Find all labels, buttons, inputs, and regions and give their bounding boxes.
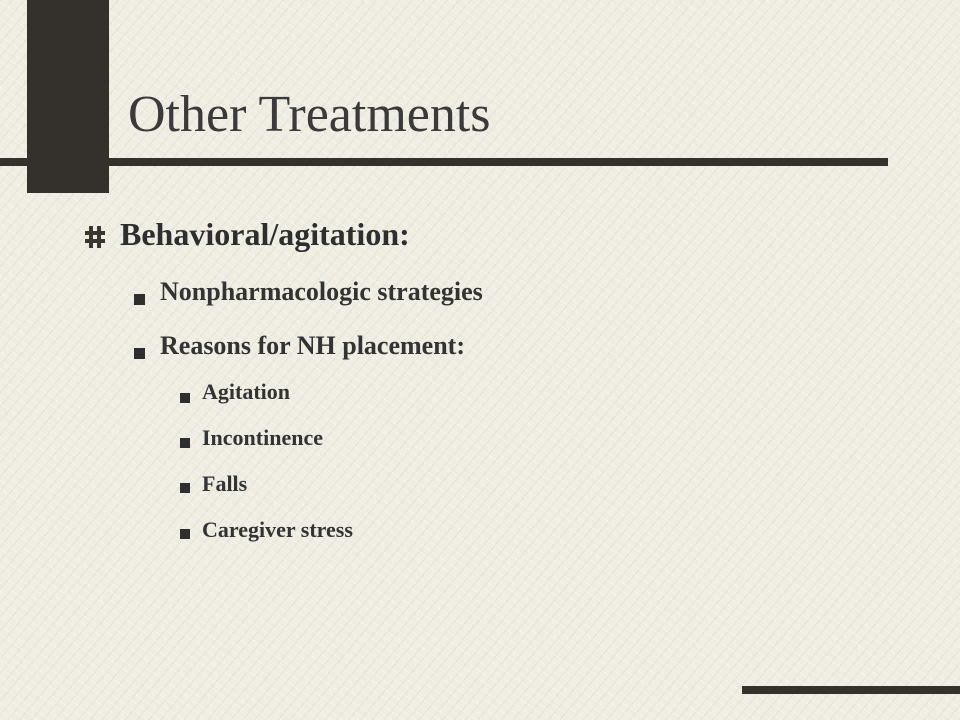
- sub-list-item: Incontinence: [202, 425, 323, 450]
- sub-list-item: Agitation: [202, 379, 290, 404]
- slide-title: Other Treatments: [128, 86, 491, 143]
- hash-bullet-icon: [84, 225, 106, 249]
- bullet-heading: Behavioral/agitation:: [120, 216, 410, 252]
- square-bullet-icon: [134, 294, 145, 305]
- bottom-corner-rule: [742, 686, 960, 694]
- list-item: Nonpharmacologic strategies: [160, 277, 483, 306]
- square-bullet-icon: [180, 393, 190, 403]
- sub-list-item: Caregiver stress: [202, 517, 353, 542]
- square-bullet-icon: [180, 438, 190, 448]
- square-bullet-icon: [134, 348, 145, 359]
- square-bullet-icon: [180, 483, 190, 493]
- list-item: Reasons for NH placement:: [160, 331, 465, 360]
- square-bullet-icon: [180, 529, 190, 539]
- title-underline-rule: [0, 158, 888, 166]
- sub-list-item: Falls: [202, 471, 248, 496]
